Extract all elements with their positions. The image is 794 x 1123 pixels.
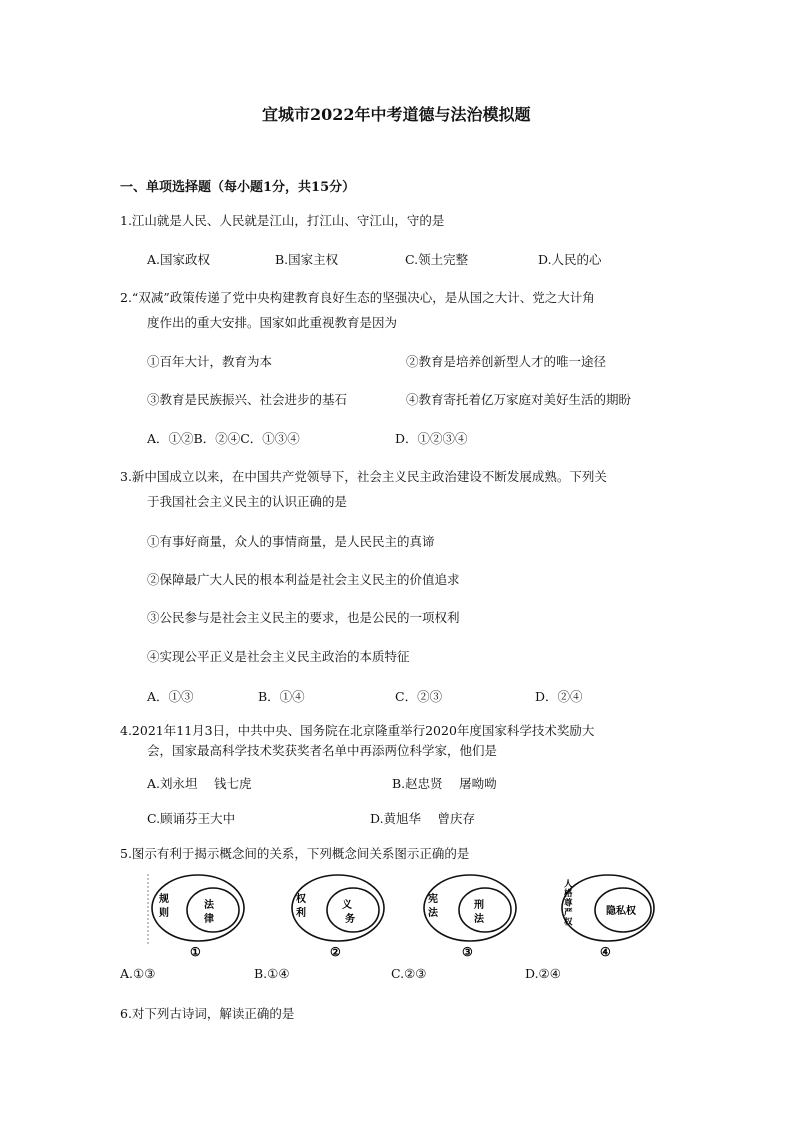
inner-label: 法律 (204, 900, 214, 925)
inner-circle (327, 888, 379, 932)
outer-label: 人格尊严权 (564, 879, 573, 928)
question-6-stem: 6.对下列古诗词，解读正确的是 (120, 1006, 295, 1021)
question-4-stem-line2: 会，国家最高科学技术奖获奖者名单中再添两位科学家，他们是 (147, 743, 498, 758)
concept-diagrams (140, 870, 680, 962)
question-4-option-b: B.赵忠贤 屠呦呦 (392, 776, 497, 791)
question-3-stem-line1: 3.新中国成立以来，在中国共产党领导下，社会主义民主政治建设不断发展成熟。下列关 (120, 469, 607, 484)
page-title: 宜城市2022年中考道德与法治模拟题 (262, 105, 531, 124)
question-3-item-4: ④实现公平正义是社会主义民主政治的本质特征 (147, 649, 410, 664)
question-1-stem: 1.江山就是人民、人民就是江山，打江山、守江山，守的是 (120, 213, 445, 228)
question-2-option-d: D．①②③④ (395, 431, 468, 446)
diagram-1 (152, 875, 244, 959)
inner-label: 义务 (342, 900, 355, 925)
question-4-stem-line1: 4.2021年11月3日，中共中央、国务院在北京隆重举行2020年度国家科学技术奖励大 (120, 723, 595, 738)
outer-label: 权利 (296, 894, 306, 919)
diagram-2 (292, 875, 384, 959)
outer-label-char-1: 规则 (159, 894, 169, 919)
inner-label: 隐私权 (606, 906, 636, 917)
question-3-option-d: D．②④ (535, 689, 583, 704)
diagram-number: ④ (600, 945, 611, 959)
question-3-option-b: B．①④ (258, 689, 305, 704)
question-2-item-3: ③教育是民族振兴、社会进步的基石 (147, 392, 348, 407)
question-1-option-b: B.国家主权 (275, 252, 339, 267)
question-4-option-c: C.顾诵芬王大中 (147, 811, 236, 826)
question-3-item-1: ①有事好商量，众人的事情商量，是人民民主的真谛 (147, 534, 435, 549)
question-5-stem: 5.图示有利于揭示概念间的关系，下列概念间关系图示正确的是 (120, 846, 470, 861)
question-2-item-2: ②教育是培养创新型人才的唯一途径 (406, 354, 607, 369)
diagram-4 (562, 875, 654, 959)
diagram-number: ① (190, 945, 201, 959)
question-3-item-3: ③公民参与是社会主义民主的要求，也是公民的一项权利 (147, 610, 460, 625)
question-3-option-c: C．②③ (395, 689, 443, 704)
diagram-number: ③ (462, 945, 473, 959)
question-2-item-1: ①百年大计，教育为本 (147, 354, 273, 369)
question-5-option-a: A.①③ (120, 966, 156, 981)
diagram-3 (424, 875, 516, 959)
inner-circle (459, 888, 511, 932)
question-5-option-c: C.②③ (391, 966, 427, 981)
question-2-stem-line1: 2.“双减”政策传递了党中央构建教育良好生态的坚强决心，是从国之大计、党之大计角 (120, 290, 595, 305)
question-2-options-abc: A．①②B．②④C．①③④ (147, 431, 300, 446)
question-4-option-a: A.刘永坦 钱七虎 (147, 776, 252, 791)
question-3-item-2: ②保障最广大人民的根本利益是社会主义民主的价值追求 (147, 572, 460, 587)
question-1-option-a: A.国家政权 (147, 252, 211, 267)
question-1-option-c: C.领土完整 (405, 252, 469, 267)
section-heading: 一、单项选择题（每小题1分，共15分） (120, 180, 356, 195)
question-2-stem-line2: 度作出的重大安排。国家如此重视教育是因为 (147, 315, 398, 330)
question-3-stem-line2: 于我国社会主义民主的认识正确的是 (147, 494, 348, 509)
inner-label: 刑法 (474, 900, 484, 925)
question-5-option-d: D.②④ (525, 966, 561, 981)
question-1-option-d: D.人民的心 (538, 252, 602, 267)
question-3-option-a: A．①③ (147, 689, 194, 704)
outer-label: 宪法 (428, 894, 438, 919)
question-2-item-4: ④教育寄托着亿万家庭对美好生活的期盼 (406, 392, 632, 407)
question-5-option-b: B.①④ (254, 966, 290, 981)
question-4-option-d: D.黄旭华 曾庆存 (370, 811, 476, 826)
diagram-number: ② (330, 945, 341, 959)
